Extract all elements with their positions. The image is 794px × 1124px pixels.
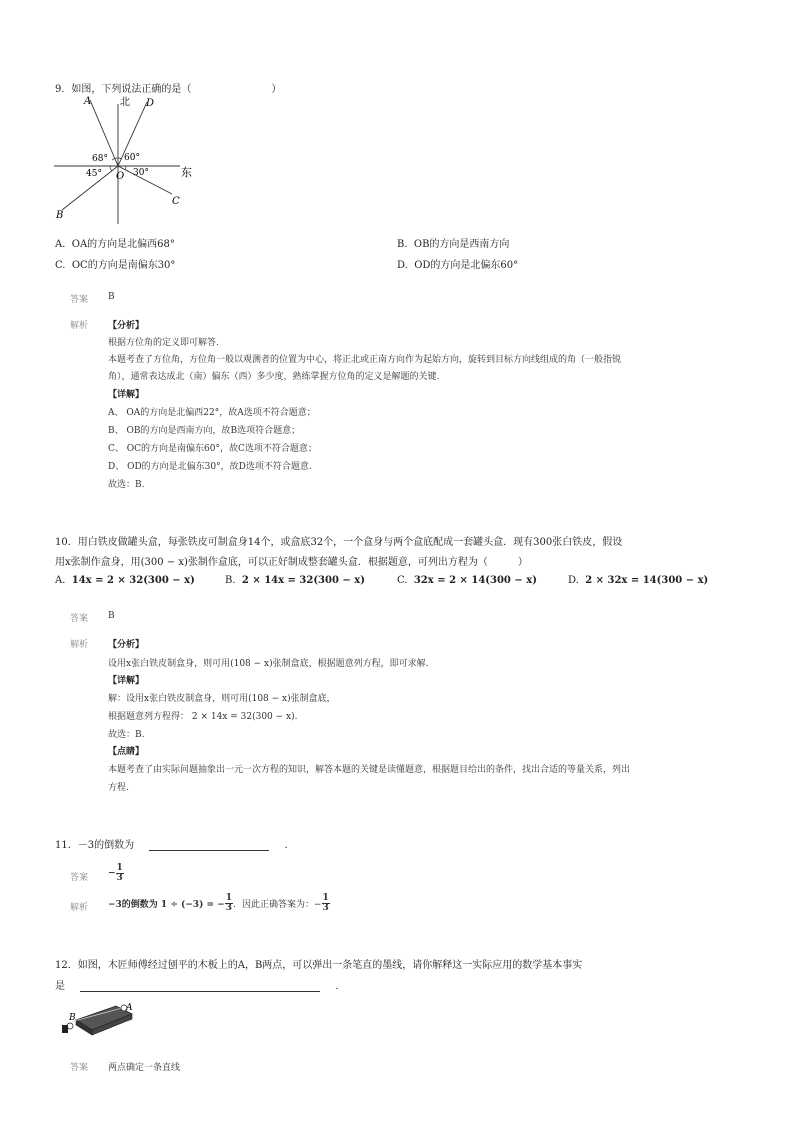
q11-analysis-label: 解析 bbox=[70, 903, 89, 913]
label-a: A bbox=[84, 96, 92, 107]
q12-answer: 两点确定一条直线 bbox=[108, 1063, 181, 1073]
q9-analysis-line: D、 OD的方向是北偏东30°，故D选项不符合题意. bbox=[108, 462, 312, 472]
label-o: O bbox=[116, 171, 125, 182]
q11-answer-label: 答案 bbox=[70, 873, 89, 883]
q9-analysis-line: 故选：B. bbox=[108, 480, 145, 490]
label-b: B bbox=[69, 1013, 76, 1023]
label-30: 30° bbox=[133, 168, 149, 178]
q10-answer-label: 答案 bbox=[70, 614, 89, 624]
q10-analysis-line: 【分析】 bbox=[108, 640, 145, 650]
label-c: C bbox=[172, 196, 180, 207]
q10-stem-line1: 10．用白铁皮做罐头盒，每张铁皮可制盒身14个，或盒底32个，一个盒身与两个盒底配成一套罐头盒．现有300张白铁皮，假设 bbox=[55, 537, 623, 548]
q10-analysis-line: 【详解】 bbox=[108, 676, 145, 686]
q10-analysis-line: 设用x张白铁皮制盒身，则可用(108 − x)张制盒底，根据题意列方程，即可求解. bbox=[108, 659, 429, 669]
q10-analysis-label: 解析 bbox=[70, 640, 89, 650]
q10-analysis-line: 本题考查了由实际问题抽象出一元一次方程的知识，解答本题的关键是读懂题意，根据题目给出的条件，找出合适的等量关系，列出 bbox=[108, 765, 631, 775]
q9-analysis-label: 解析 bbox=[70, 321, 89, 331]
q11-blank[interactable] bbox=[149, 850, 269, 851]
q9-analysis-line: 【详解】 bbox=[108, 390, 145, 400]
q10-option-c: C. 32x = 2 × 14(300 − x) bbox=[397, 575, 537, 586]
q9-direction-figure bbox=[52, 92, 202, 227]
q9-analysis-line: 本题考查了方位角，方位角一般以观测者的位置为中心，将正北或正南方向作为起始方向，旋转到目标方向线组成的角（一般指锐 bbox=[108, 355, 622, 365]
q9-answer-label: 答案 bbox=[70, 295, 89, 305]
q11-answer: − $\frac{1}{3}$ bbox=[108, 863, 123, 883]
label-60: 60° bbox=[124, 153, 140, 163]
q10-option-b: B. 2 × 14x = 32(300 − x) bbox=[225, 575, 365, 586]
label-68: 68° bbox=[92, 154, 108, 164]
q9-option-b: B. OB的方向是西南方向 bbox=[397, 239, 510, 250]
q9-analysis-line: 【分析】 bbox=[108, 321, 145, 331]
q11-stem: 11．－3的倒数为 ． bbox=[55, 840, 295, 851]
q10-analysis-line: 故选：B. bbox=[108, 730, 145, 740]
q9-option-c: C. OC的方向是南偏东30° bbox=[55, 260, 176, 271]
q12-wooden-board-figure bbox=[60, 1000, 140, 1040]
q9-analysis-line: 角），通常表达成北（南）偏东（西）多少度，熟练掌握方位角的定义是解题的关键. bbox=[108, 372, 440, 382]
q9-analysis-line: 根据方位角的定义即可解答. bbox=[108, 338, 219, 348]
q9-analysis-line: A、 OA的方向是北偏西22°，故A选项不符合题意； bbox=[108, 408, 316, 418]
label-a: A bbox=[126, 1003, 133, 1013]
q10-analysis-line: 方程. bbox=[108, 783, 129, 793]
q9-analysis-line: B、 OB的方向是西南方向，故B选项符合题意； bbox=[108, 426, 301, 436]
label-45: 45° bbox=[86, 169, 102, 179]
q9-stem: 9．如图，下列说法正确的是（ ） bbox=[55, 84, 282, 95]
q10-stem-line2: 用x张制作盒身，用(300 − x)张制作盒底，可以正好制成整套罐头盒．根据题意，可列出方程为（ ） bbox=[55, 557, 528, 568]
q12-stem-line1: 12．如图，木匠师傅经过刨平的木板上的A，B两点，可以弹出一条笔直的墨线，请你解释这一实际应用的数学基本事实 bbox=[55, 960, 583, 971]
q12-answer-label: 答案 bbox=[70, 1063, 89, 1073]
q12-stem-line2: 是 ． bbox=[55, 981, 346, 992]
label-north: 北 bbox=[120, 97, 130, 108]
q9-option-a: A. OA的方向是北偏西68° bbox=[55, 239, 175, 250]
label-east: 东 bbox=[181, 166, 192, 179]
q11-analysis: −3的倒数为 1 ÷ (−3) = − $\frac{1}{3}$ ．因此正确答案为：− $\frac{1}{3}$ bbox=[108, 893, 329, 913]
q10-answer: B bbox=[108, 611, 115, 621]
q9-analysis-line: C、 OC的方向是南偏东60°，故C选项不符合题意； bbox=[108, 444, 317, 454]
label-d: D bbox=[146, 98, 155, 109]
q10-analysis-line: 解：设用x张白铁皮制盒身，则可用(108 − x)张制盒底， bbox=[108, 694, 336, 704]
q12-blank[interactable] bbox=[80, 991, 320, 992]
q10-analysis-line: 【点睛】 bbox=[108, 747, 145, 757]
q9-answer: B bbox=[108, 292, 115, 302]
q10-option-a: A. 14x = 2 × 32(300 − x) bbox=[55, 575, 195, 586]
q10-option-d: D. 2 × 32x = 14(300 − x) bbox=[568, 575, 709, 586]
q10-analysis-line: 根据题意列方程得： 2 × 14x = 32(300 − x). bbox=[108, 712, 298, 722]
q9-option-d: D. OD的方向是北偏东60° bbox=[397, 260, 519, 271]
label-b: B bbox=[56, 210, 64, 221]
